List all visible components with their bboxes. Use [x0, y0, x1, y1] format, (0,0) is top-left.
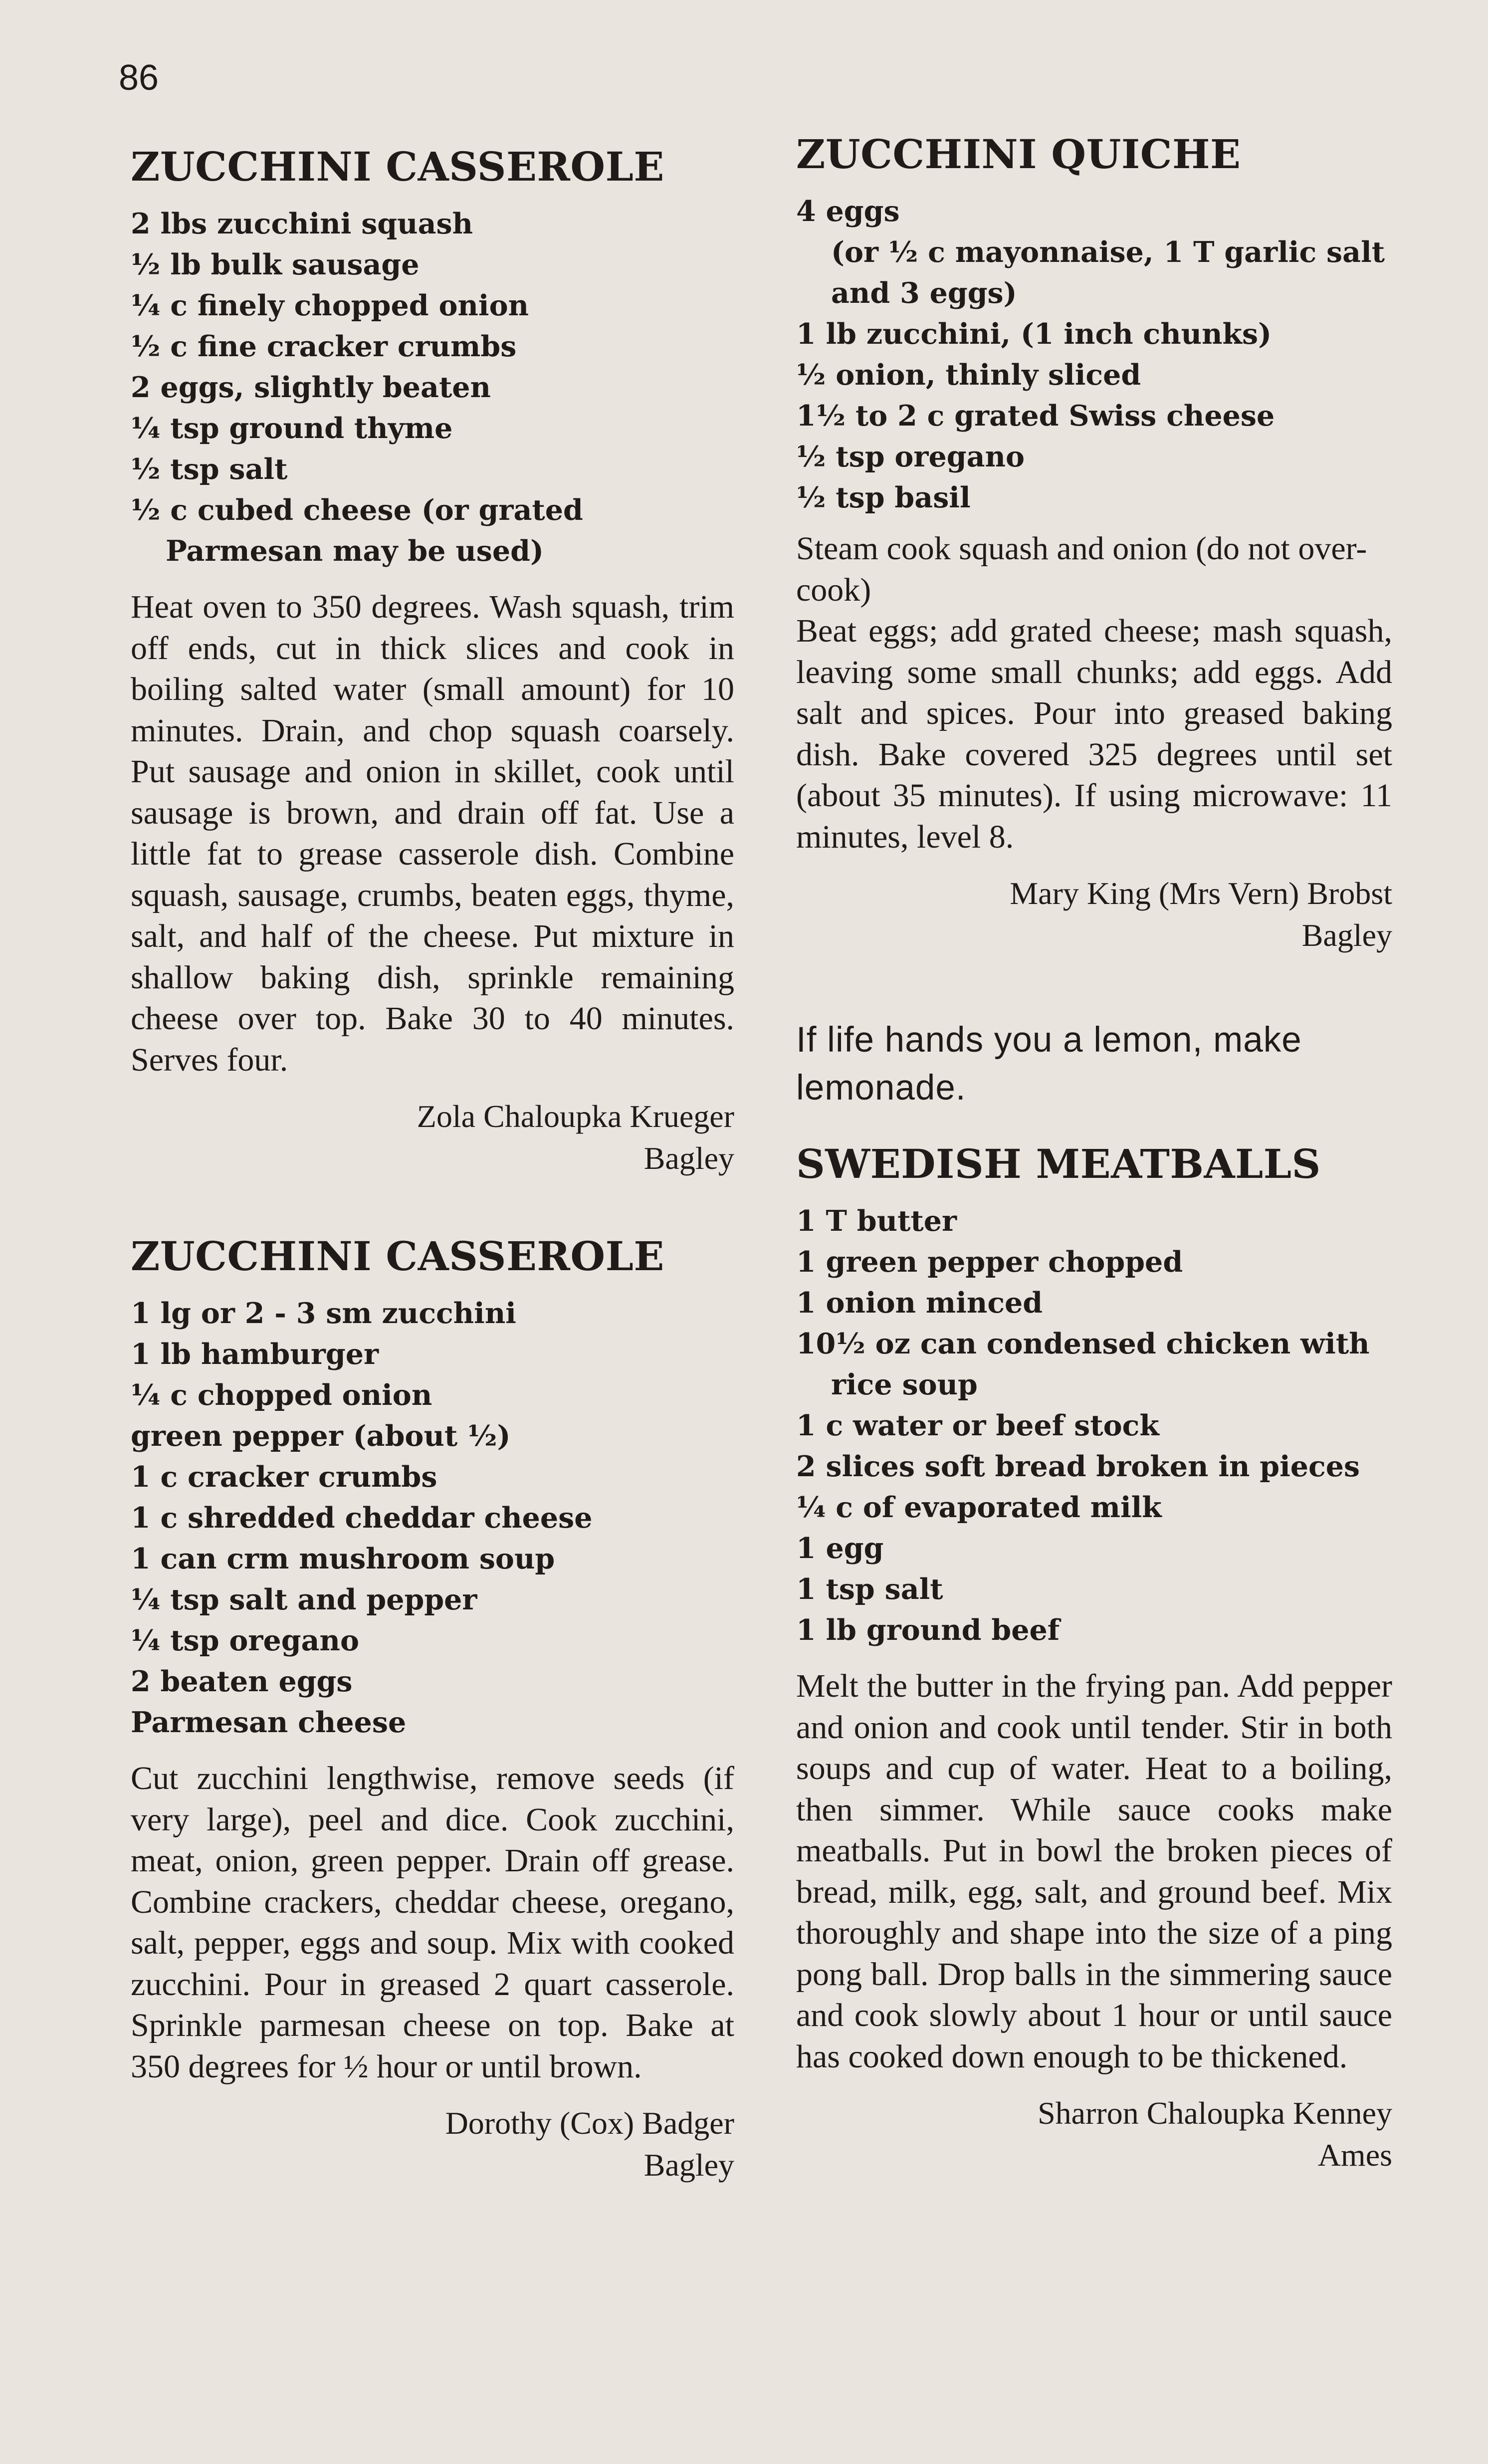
ingredient: 2 lbs zucchini squash — [131, 207, 473, 240]
ingredient-list — [131, 1293, 734, 1743]
recipe-attribution — [796, 873, 1392, 956]
recipe-directions-step1: Steam cook squash and onion (do not over-cook) — [796, 530, 1367, 608]
author-name: Zola Chaloupka Krueger — [417, 1099, 734, 1134]
ingredient: Parmesan cheese — [131, 1706, 407, 1739]
recipe-zucchini-casserole-2 — [131, 1234, 734, 2186]
ingredient: ¼ c of evaporated milk — [796, 1491, 1162, 1524]
ingredient: ¼ tsp ground thyme — [131, 412, 453, 445]
ingredient: 1 c shredded cheddar cheese — [131, 1501, 593, 1535]
ingredient: ½ tsp oregano — [796, 440, 1025, 473]
right-column — [796, 132, 1392, 2176]
ingredient-list — [131, 204, 734, 572]
author-town: Ames — [1317, 2137, 1392, 2173]
ingredient: 1 lb zucchini, (1 inch chunks) — [796, 317, 1272, 351]
ingredient: ½ tsp basil — [796, 481, 971, 514]
ingredient: 1 T butter — [796, 1204, 957, 1238]
ingredient: 4 eggs — [796, 195, 900, 228]
ingredient: 1 onion minced — [796, 1286, 1043, 1320]
recipe-swedish-meatballs — [796, 1142, 1392, 2176]
recipe-attribution — [131, 2102, 734, 2186]
ingredient: 1 lb hamburger — [131, 1338, 379, 1371]
recipe-title: ZUCCHINI QUICHE — [796, 131, 1241, 178]
lemon-quote: If life hands you a lemon, make lemonade. — [796, 1020, 1302, 1108]
recipe-directions: Heat oven to 350 degrees. Wash squash, trim off ends, cut in thick slices and cook in boiling salted water (small amount) for 10 minutes. Drain, and chop squash coarsely. Put sausage and onion in skillet, cook until sausage is brown, and drain off fat. Use a little fat to grease casserole dish. Combine squash, sausage, crumbs, beaten eggs, thyme, salt, and half of the cheese. Put mixture in shallow baking dish, sprinkle remaining cheese over top. Bake 30 to 40 minutes. Serves four. — [131, 589, 734, 1078]
recipe-zucchini-quiche — [796, 132, 1392, 956]
left-column — [131, 145, 734, 2186]
ingredient: 1 egg — [796, 1532, 884, 1565]
recipe-zucchini-casserole-1 — [131, 145, 734, 1179]
ingredient: ¼ tsp oregano — [131, 1624, 359, 1657]
ingredient: ½ lb bulk sausage — [131, 248, 420, 281]
ingredient: ½ tsp salt — [131, 452, 288, 486]
ingredient-list — [796, 191, 1392, 518]
author-name: Mary King (Mrs Vern) Brobst — [1010, 876, 1392, 911]
recipe-directions-step2: Beat eggs; add grated cheese; mash squash, leaving some small chunks; add eggs. Add salt and spices. Pour into greased baking dish. Bake covered 325 degrees until set (about 35 minutes). If using microwave: 11 minutes, level 8. — [796, 613, 1392, 855]
author-name: Sharron Chaloupka Kenney — [1038, 2095, 1392, 2131]
ingredient: 2 slices soft bread broken in pieces — [796, 1450, 1360, 1483]
ingredient: ¼ tsp salt and pepper — [131, 1583, 477, 1616]
recipe-title: SWEDISH MEATBALLS — [796, 1140, 1321, 1187]
ingredient: ¼ c chopped onion — [131, 1378, 432, 1412]
recipe-title: ZUCCHINI CASSEROLE — [131, 143, 664, 190]
ingredient: (or ½ c mayonnaise, 1 T garlic salt and 3 eggs) — [831, 235, 1385, 310]
ingredient: 1 green pepper chopped — [796, 1245, 1183, 1279]
ingredient: 1½ to 2 c grated Swiss cheese — [796, 399, 1275, 433]
ingredient: 1 c water or beef stock — [796, 1409, 1159, 1442]
ingredient: ½ c fine cracker crumbs — [131, 330, 517, 363]
ingredient: 1 tsp salt — [796, 1572, 943, 1606]
ingredient: 1 lg or 2 - 3 sm zucchini — [131, 1297, 516, 1330]
recipe-directions: Melt the butter in the frying pan. Add pepper and onion and cook until tender. Stir in both soups and cup of water. Heat to a boiling, then simmer. While sauce cooks make meatballs. Put in bowl the broken pieces of bread, milk, egg, salt, and ground beef. Mix thoroughly and shape into the size of a ping pong ball. Drop balls in the simmering sauce and cook slowly about 1 hour or until sauce has cooked down enough to be thickened. — [796, 1668, 1392, 2075]
ingredient: green pepper (about ½) — [131, 1419, 511, 1453]
ingredient: ¼ c finely chopped onion — [131, 289, 529, 322]
author-town: Bagley — [643, 1140, 734, 1176]
author-town: Bagley — [1301, 917, 1392, 953]
ingredient-list — [796, 1201, 1392, 1651]
recipe-title: ZUCCHINI CASSEROLE — [131, 1233, 664, 1280]
author-town: Bagley — [643, 2147, 734, 2183]
page-number: 86 — [119, 58, 159, 98]
ingredient: 2 eggs, slightly beaten — [131, 371, 491, 404]
ingredient: 10½ oz can condensed chicken with rice soup — [796, 1327, 1370, 1401]
recipe-attribution — [796, 2092, 1392, 2176]
ingredient: 2 beaten eggs — [131, 1665, 353, 1698]
ingredient: 1 can crm mushroom soup — [131, 1542, 555, 1575]
recipe-attribution — [131, 1096, 734, 1179]
recipe-directions: Cut zucchini lengthwise, remove seeds (if very large), peel and dice. Cook zucchini, meat, onion, green pepper. Drain off grease. Combine crackers, cheddar cheese, oregano, salt, pepper, eggs and soup. Mix with cooked zucchini. Pour in greased 2 quart casserole. Sprinkle parmesan cheese on top. Bake at 350 degrees for ½ hour or until brown. — [131, 1760, 734, 2085]
ingredient: ½ c cubed cheese (or grated Parmesan may be used) — [131, 493, 583, 568]
ingredient: 1 lb ground beef — [796, 1613, 1060, 1647]
ingredient: ½ onion, thinly sliced — [796, 358, 1141, 392]
author-name: Dorothy (Cox) Badger — [445, 2105, 734, 2141]
ingredient: 1 c cracker crumbs — [131, 1460, 437, 1494]
